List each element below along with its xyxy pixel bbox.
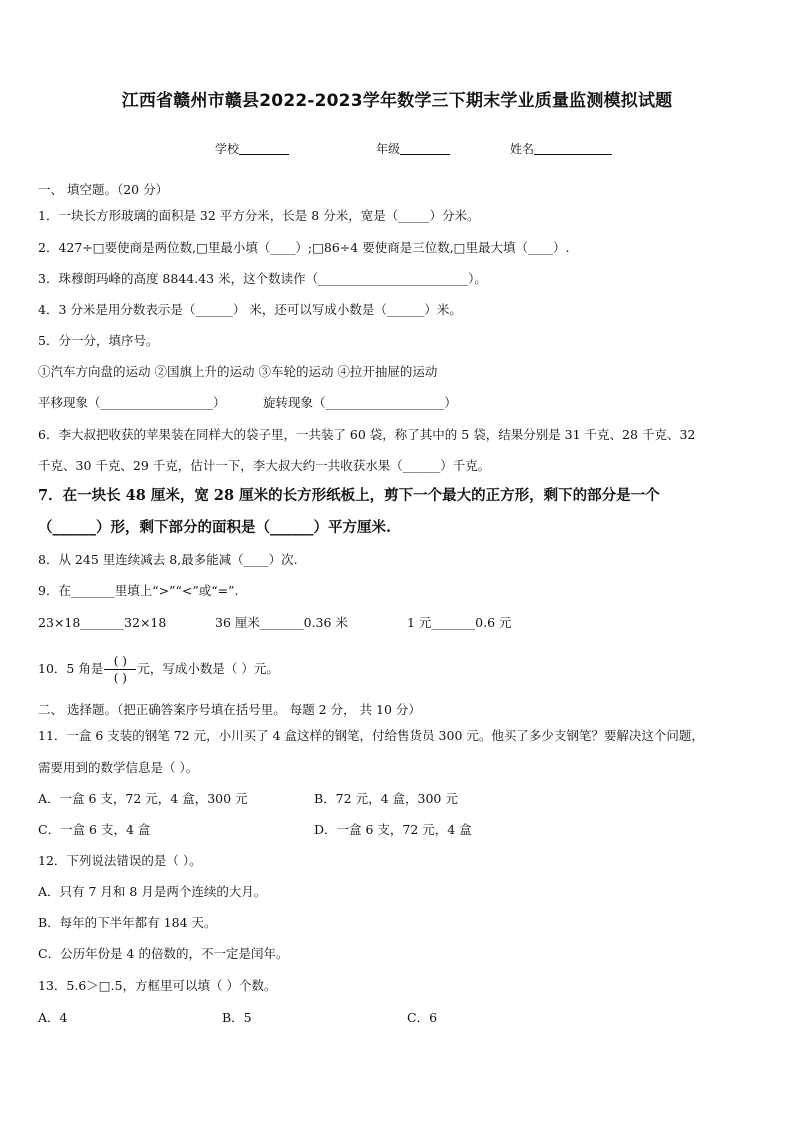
question-2: 2．427÷□要使商是两位数,□里最小填（____）;□86÷4 要使商是三位数,□里最大填（____）. <box>38 240 570 255</box>
question-11-option-b: B．72 元，4 盒，300 元 <box>314 791 458 806</box>
grade-blank[interactable] <box>400 142 450 155</box>
question-5-translation: 平移现象（__________________） <box>38 395 226 410</box>
question-5: 5．分一分，填序号。 <box>38 333 159 348</box>
question-9-c: 1 元_______0.6 元 <box>407 615 512 630</box>
question-3: 3．珠穆朗玛峰的高度 8844.43 米，这个数读作（________________________）。 <box>38 271 487 286</box>
question-9: 9．在_______里填上“>”“<”或“=”. <box>38 583 239 598</box>
question-10 <box>38 647 279 691</box>
question-13: 13．5.6＞□.5，方框里可以填（ ）个数。 <box>38 978 277 993</box>
question-9-b: 36 厘米_______0.36 米 <box>215 615 348 630</box>
name-field[interactable] <box>510 140 612 157</box>
fraction-numerator: ( ) <box>113 654 127 668</box>
name-label: 姓名 <box>510 142 535 156</box>
question-7-line-2: （______）形，剩下部分的面积是（______）平方厘米. <box>38 519 392 536</box>
question-12: 12．下列说法错误的是（ ）。 <box>38 853 202 868</box>
question-13-option-a: A．4 <box>38 1010 68 1025</box>
question-5-rotation: 旋转现象（___________________） <box>263 395 457 410</box>
question-6-line-1: 6．李大叔把收获的苹果装在同样大的袋子里，一共装了 60 袋，称了其中的 5 袋，结果分别是 31 千克、28 千克、32 <box>38 427 696 442</box>
question-13-option-b: B．5 <box>222 1010 252 1025</box>
question-11-line-1: 11．一盒 6 支装的钢笔 72 元，小川买了 4 盒这样的钢笔，付给售货员 300 元。他买了多少支钢笔？要解决这个问题， <box>38 728 704 743</box>
question-10-fraction <box>104 654 136 685</box>
school-label: 学校 <box>215 142 240 156</box>
question-12-option-c: C．公历年份是 4 的倍数的，不一定是闰年。 <box>38 946 289 961</box>
grade-field[interactable] <box>376 140 450 157</box>
fraction-bar <box>104 669 136 670</box>
section1-heading: 一、 填空题。（20 分） <box>38 182 169 197</box>
question-10-suffix: 元，写成小数是（ ）元。 <box>137 661 279 676</box>
question-4: 4．3 分米是用分数表示是（______） 米，还可以写成小数是（______）米。 <box>38 302 462 317</box>
fraction-denominator: ( ) <box>113 671 127 685</box>
school-field[interactable] <box>215 140 289 157</box>
question-12-option-b: B．每年的下半年都有 184 天。 <box>38 915 217 930</box>
school-blank[interactable] <box>239 142 289 155</box>
question-10-prefix: 10．5 角是 <box>38 661 104 676</box>
question-5-options: ①汽车方向盘的运动 ②国旗上升的运动 ③车轮的运动 ④拉开抽屉的运动 <box>38 364 438 379</box>
question-1: 1．一块长方形玻璃的面积是 32 平方分米，长是 8 分米，宽是（_____）分米。 <box>38 208 480 223</box>
question-7-line-1: 7．在一块长 48 厘米，宽 28 厘米的长方形纸板上，剪下一个最大的正方形，剩下的部分是一个 <box>38 487 660 504</box>
exam-title: 江西省赣州市赣县2022-2023学年数学三下期末学业质量监测模拟试题 <box>121 91 673 111</box>
question-6-line-2: 千克、30 千克、29 千克，估计一下，李大叔大约一共收获水果（______）千克。 <box>38 458 491 473</box>
question-11-option-d: D．一盒 6 支，72 元，4 盒 <box>314 822 472 837</box>
question-9-a: 23×18_______32×18 <box>38 615 167 630</box>
question-12-option-a: A．只有 7 月和 8 月是两个连续的大月。 <box>38 884 267 899</box>
question-11-line-2: 需要用到的数学信息是（ ）。 <box>38 760 199 775</box>
question-11-option-a: A．一盒 6 支，72 元，4 盒，300 元 <box>38 791 248 806</box>
question-13-option-c: C．6 <box>407 1010 438 1025</box>
question-8: 8．从 245 里连续减去 8,最多能减（____）次. <box>38 552 298 567</box>
grade-label: 年级 <box>376 142 401 156</box>
question-11-option-c: C．一盒 6 支，4 盒 <box>38 822 151 837</box>
section2-heading: 二、 选择题。（把正确答案序号填在括号里。 每题 2 分， 共 10 分） <box>38 702 421 717</box>
name-blank[interactable] <box>534 142 612 155</box>
